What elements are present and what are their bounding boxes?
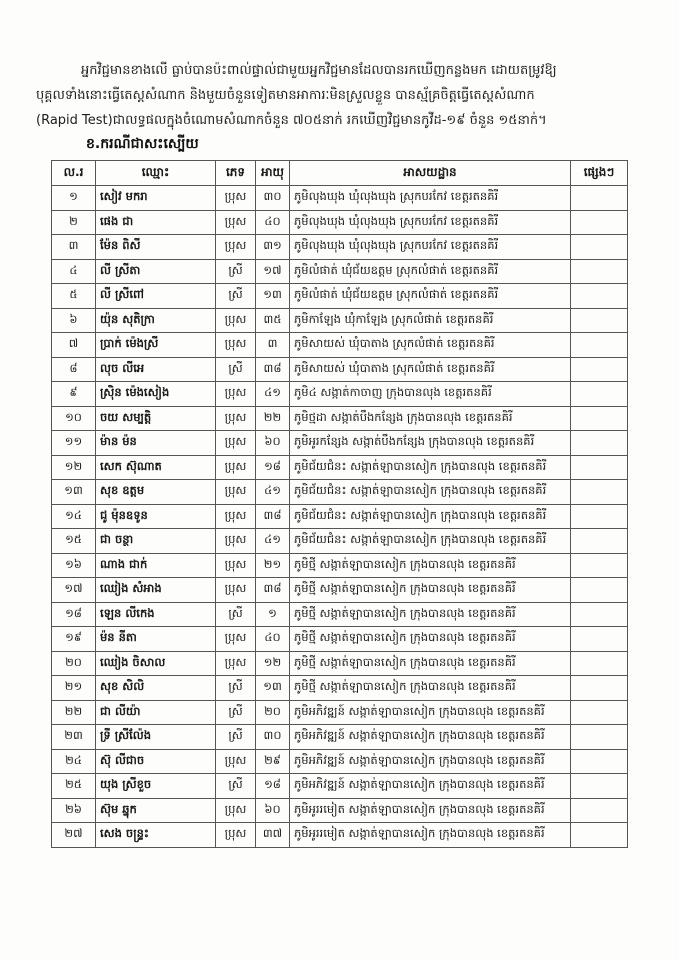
cell-other bbox=[571, 308, 628, 333]
cell-sex: ប្រុស bbox=[216, 529, 256, 554]
cell-name: សុខ សិលិ bbox=[96, 676, 216, 701]
intro-line-2: បុគ្គលទាំងនោះធ្វើតេស្តសំណាក និងមួយចំនួនទៀតមានអាការៈមិនស្រួលខ្លួន បានស្ម័គ្រចិត្តធ្វើតេស្តសំណាក bbox=[36, 88, 535, 103]
table-row bbox=[52, 823, 628, 848]
cell-address: ភូមិថ្មី សង្កាត់ឡាបានសៀក ក្រុងបានលុង ខេត្តរតនគិរី bbox=[290, 627, 571, 652]
cell-address: ភូមិថ្មី សង្កាត់ឡាបានសៀក ក្រុងបានលុង ខេត្តរតនគិរី bbox=[290, 602, 571, 627]
cell-other bbox=[571, 725, 628, 750]
cell-sex: ស្រី bbox=[216, 259, 256, 284]
table-row bbox=[52, 700, 628, 725]
cell-no: ១៦ bbox=[52, 553, 96, 578]
cell-age: ៤០ bbox=[256, 627, 290, 652]
cell-sex: ស្រី bbox=[216, 700, 256, 725]
cell-other bbox=[571, 284, 628, 309]
cell-sex: ស្រី bbox=[216, 676, 256, 701]
cell-address: ភូមិលុងឃុង ឃុំលុងឃុង ស្រុកបរកែវ ខេត្តរតនគិរី bbox=[290, 235, 571, 260]
cell-sex: ប្រុស bbox=[216, 627, 256, 652]
cell-name: ឈៀង សំអាង bbox=[96, 578, 216, 603]
cell-age: ១ bbox=[256, 602, 290, 627]
cell-no: ៨ bbox=[52, 357, 96, 382]
table-row bbox=[52, 259, 628, 284]
intro-line-3: (Rapid Test)ជាលទ្ធផលក្នុងចំណោមសំណាកចំនួន ៧០៥នាក់ រកឃើញវិជ្ជមានកូវីដ-១៩ ចំនួន ១៥នាក់។ bbox=[36, 113, 547, 128]
cell-address: ភូមិអភិវឌ្ឍន៍ សង្កាត់ឡាបានសៀក ក្រុងបានលុង ខេត្តរតនគិរី bbox=[290, 700, 571, 725]
cell-age: ៤១ bbox=[256, 382, 290, 407]
cell-sex: ប្រុស bbox=[216, 406, 256, 431]
header-other: ផ្សេងៗ bbox=[571, 161, 628, 186]
cell-age: ២១ bbox=[256, 553, 290, 578]
cell-sex: ប្រុស bbox=[216, 480, 256, 505]
cell-address: ភូមិថ្មី សង្កាត់ឡាបានសៀក ក្រុងបានលុង ខេត្តរតនគិរី bbox=[290, 651, 571, 676]
cell-other bbox=[571, 749, 628, 774]
cell-name: សុខ ឧត្តម bbox=[96, 480, 216, 505]
cell-no: ៤ bbox=[52, 259, 96, 284]
section-title: ខ.ករណីជាសះស្បើយ bbox=[86, 136, 199, 152]
cell-no: ៩ bbox=[52, 382, 96, 407]
recovered-cases-table bbox=[51, 160, 628, 848]
table-row bbox=[52, 406, 628, 431]
cell-address: ភូមិលំផាត់ ឃុំជ័យឧត្តម ស្រុកលំផាត់ ខេត្តរតនគិរី bbox=[290, 259, 571, 284]
cell-other bbox=[571, 210, 628, 235]
cell-name: ណាង ជាក់ bbox=[96, 553, 216, 578]
table-body bbox=[52, 186, 628, 848]
cell-other bbox=[571, 529, 628, 554]
cell-age: ២៩ bbox=[256, 749, 290, 774]
cell-no: ២៦ bbox=[52, 798, 96, 823]
cell-address: ភូមិអភិវឌ្ឍន៍ សង្កាត់ឡាបានសៀក ក្រុងបានលុង ខេត្តរតនគិរី bbox=[290, 749, 571, 774]
table-row bbox=[52, 235, 628, 260]
cell-other bbox=[571, 627, 628, 652]
cell-name: យ៉ុន សុតិក្រា bbox=[96, 308, 216, 333]
cell-address: ភូមិលុងឃុង ឃុំលុងឃុង ស្រុកបរកែវ ខេត្តរតនគិរី bbox=[290, 186, 571, 211]
cell-age: ៣៧ bbox=[256, 823, 290, 848]
cell-no: ១៤ bbox=[52, 504, 96, 529]
cell-no: ២២ bbox=[52, 700, 96, 725]
table-row bbox=[52, 284, 628, 309]
cell-age: ៦០ bbox=[256, 798, 290, 823]
cell-no: ២៣ bbox=[52, 725, 96, 750]
cell-other bbox=[571, 578, 628, 603]
cell-name: យុង ស្រីខួច bbox=[96, 774, 216, 799]
header-name: ឈ្មោះ bbox=[96, 161, 216, 186]
cell-other bbox=[571, 798, 628, 823]
cell-sex: ស្រី bbox=[216, 725, 256, 750]
cell-no: ២៧ bbox=[52, 823, 96, 848]
cell-name: ម៉ាន ម៉ន bbox=[96, 431, 216, 456]
table-row bbox=[52, 308, 628, 333]
cell-name: សេង ចន្ទ្រះ bbox=[96, 823, 216, 848]
cell-other bbox=[571, 700, 628, 725]
cell-no: ២៤ bbox=[52, 749, 96, 774]
cell-address: ភូមិជ័យជំនះ សង្កាត់ឡាបានសៀក ក្រុងបានលុង ខេត្តរតនគិរី bbox=[290, 455, 571, 480]
cell-name: សេក ស៊ុណាត bbox=[96, 455, 216, 480]
table-row bbox=[52, 725, 628, 750]
cell-sex: ស្រី bbox=[216, 602, 256, 627]
cell-name: ទ្រី ស្រីល៉ែង bbox=[96, 725, 216, 750]
cell-address: ភូមិអភិវឌ្ឍន៍ សង្កាត់ឡាបានសៀក ក្រុងបានលុង ខេត្តរតនគិរី bbox=[290, 725, 571, 750]
table-row bbox=[52, 749, 628, 774]
cell-sex: ប្រុស bbox=[216, 504, 256, 529]
cell-address: ភូមិថ្មី សង្កាត់ឡាបានសៀក ក្រុងបានលុង ខេត្តរតនគិរី bbox=[290, 676, 571, 701]
cell-sex: ប្រុស bbox=[216, 823, 256, 848]
cell-name: ស្រ៊ិន ម៉េងសៀង bbox=[96, 382, 216, 407]
table-row bbox=[52, 676, 628, 701]
table-row bbox=[52, 357, 628, 382]
cell-age: ៤០ bbox=[256, 210, 290, 235]
table-row bbox=[52, 455, 628, 480]
header-no: ល.រ bbox=[52, 161, 96, 186]
table-row bbox=[52, 553, 628, 578]
cell-name: ឈៀង ចិសាល bbox=[96, 651, 216, 676]
cell-name: ស៊ុ លីជាច bbox=[96, 749, 216, 774]
cell-other bbox=[571, 431, 628, 456]
cell-address: ភូមិសាយស់ ឃុំបាតាង ស្រុកលំផាត់ ខេត្តរតនគិរី bbox=[290, 357, 571, 382]
cell-sex: ប្រុស bbox=[216, 455, 256, 480]
cell-name: ស៊ុម ឆ្នុក bbox=[96, 798, 216, 823]
cell-no: ៥ bbox=[52, 284, 96, 309]
cell-name: សៀវ មករា bbox=[96, 186, 216, 211]
table-row bbox=[52, 382, 628, 407]
cell-no: ៦ bbox=[52, 308, 96, 333]
cell-name: ជា ចន្ថា bbox=[96, 529, 216, 554]
cell-other bbox=[571, 774, 628, 799]
cell-other bbox=[571, 504, 628, 529]
table-row bbox=[52, 333, 628, 358]
cell-age: ៣៨ bbox=[256, 504, 290, 529]
cell-address: ភូមិលុងឃុង ឃុំលុងឃុង ស្រុកបរកែវ ខេត្តរតនគិរី bbox=[290, 210, 571, 235]
table-row bbox=[52, 627, 628, 652]
cell-address: ភូមិថ្មី សង្កាត់ឡាបានសៀក ក្រុងបានលុង ខេត្តរតនគិរី bbox=[290, 578, 571, 603]
cell-other bbox=[571, 406, 628, 431]
table-row bbox=[52, 651, 628, 676]
cell-other bbox=[571, 357, 628, 382]
cell-name: ជូ ម៉ុនឧទូន bbox=[96, 504, 216, 529]
cell-age: ៣ bbox=[256, 333, 290, 358]
cell-name: ម៉ែន ពិសី bbox=[96, 235, 216, 260]
cell-no: ៧ bbox=[52, 333, 96, 358]
cell-age: ៣០ bbox=[256, 186, 290, 211]
cell-name: ចយ សម្បត្តិ bbox=[96, 406, 216, 431]
cell-name: ឡេន លីកេង bbox=[96, 602, 216, 627]
cell-no: ១៨ bbox=[52, 602, 96, 627]
cell-sex: ស្រី bbox=[216, 774, 256, 799]
cell-address: ភូមិថ្មី សង្កាត់ឡាបានសៀក ក្រុងបានលុង ខេត្តរតនគិរី bbox=[290, 553, 571, 578]
cell-name: លី ស្រីពៅ bbox=[96, 284, 216, 309]
cell-name: ផេង ជា bbox=[96, 210, 216, 235]
cell-no: ១៩ bbox=[52, 627, 96, 652]
table-row bbox=[52, 504, 628, 529]
cell-age: ៣០ bbox=[256, 725, 290, 750]
cell-no: ១ bbox=[52, 186, 96, 211]
cell-sex: ប្រុស bbox=[216, 186, 256, 211]
cell-no: ២៥ bbox=[52, 774, 96, 799]
cell-age: ២២ bbox=[256, 406, 290, 431]
header-age: អាយុ bbox=[256, 161, 290, 186]
table-row bbox=[52, 578, 628, 603]
cell-sex: ប្រុស bbox=[216, 553, 256, 578]
cell-no: ១៧ bbox=[52, 578, 96, 603]
cell-no: ២១ bbox=[52, 676, 96, 701]
cell-other bbox=[571, 676, 628, 701]
cell-no: ១២ bbox=[52, 455, 96, 480]
cell-age: ៣៨ bbox=[256, 578, 290, 603]
cell-address: ភូមិអូររមៀត សង្កាត់ឡាបានសៀក ក្រុងបានលុង ខេត្តរតនគិរី bbox=[290, 823, 571, 848]
cell-address: ភូមិថ្មដា សង្កាត់បឹងកន្សែង ក្រុងបានលុង ខេត្តរតនគិរី bbox=[290, 406, 571, 431]
cell-sex: ប្រុស bbox=[216, 578, 256, 603]
cell-other bbox=[571, 480, 628, 505]
cell-no: ១៣ bbox=[52, 480, 96, 505]
cell-other bbox=[571, 333, 628, 358]
cell-other bbox=[571, 235, 628, 260]
cell-name: លី ស្រីតា bbox=[96, 259, 216, 284]
cell-age: ១៣ bbox=[256, 676, 290, 701]
cell-name: ប្រាក់ ម៉េងស្រី bbox=[96, 333, 216, 358]
cell-no: ១៥ bbox=[52, 529, 96, 554]
cell-other bbox=[571, 186, 628, 211]
cell-address: ភូមិជ័យជំនះ សង្កាត់ឡាបានសៀក ក្រុងបានលុង ខេត្តរតនគិរី bbox=[290, 480, 571, 505]
cell-no: ១០ bbox=[52, 406, 96, 431]
cell-other bbox=[571, 382, 628, 407]
cell-name: ម៉ន នីតា bbox=[96, 627, 216, 652]
cell-age: ៦០ bbox=[256, 431, 290, 456]
cell-other bbox=[571, 455, 628, 480]
cell-age: ១៣ bbox=[256, 284, 290, 309]
cell-sex: ប្រុស bbox=[216, 382, 256, 407]
cell-address: ភូមិអូរកន្សែង សង្កាត់បឹងកន្សែង ក្រុងបានលុង ខេត្តរតនគិរី bbox=[290, 431, 571, 456]
cell-age: ១៨ bbox=[256, 774, 290, 799]
table-row bbox=[52, 431, 628, 456]
cell-other bbox=[571, 823, 628, 848]
cell-name: លុច លីអេ bbox=[96, 357, 216, 382]
cell-sex: ប្រុស bbox=[216, 210, 256, 235]
cell-address: ភូមិជ័យជំនះ សង្កាត់ឡាបានសៀក ក្រុងបានលុង ខេត្តរតនគិរី bbox=[290, 504, 571, 529]
cell-sex: ប្រុស bbox=[216, 798, 256, 823]
table-row bbox=[52, 798, 628, 823]
cell-age: ១២ bbox=[256, 651, 290, 676]
cell-address: ភូមិអូររមៀត សង្កាត់ឡាបានសៀក ក្រុងបានលុង ខេត្តរតនគិរី bbox=[290, 798, 571, 823]
cell-no: ២ bbox=[52, 210, 96, 235]
cell-other bbox=[571, 651, 628, 676]
cell-address: ភូមិអភិវឌ្ឍន៍ សង្កាត់ឡាបានសៀក ក្រុងបានលុង ខេត្តរតនគិរី bbox=[290, 774, 571, 799]
cell-sex: ស្រី bbox=[216, 357, 256, 382]
table-row bbox=[52, 774, 628, 799]
table-row bbox=[52, 186, 628, 211]
intro-paragraph bbox=[36, 58, 636, 133]
cell-other bbox=[571, 602, 628, 627]
table-header-row bbox=[52, 161, 628, 186]
cell-sex: ប្រុស bbox=[216, 308, 256, 333]
cell-address: ភូមិលំផាត់ ឃុំជ័យឧត្តម ស្រុកលំផាត់ ខេត្តរតនគិរី bbox=[290, 284, 571, 309]
table-row bbox=[52, 602, 628, 627]
intro-line-1: អ្នកវិជ្ជមានខាងលើ ធ្លាប់បានប៉ះពាល់ផ្ទាល់ជាមួយអ្នកវិជ្ជមានដែលបានរកឃើញកន្លងមក ដោយតម្រូវឱ្យ bbox=[81, 63, 557, 78]
cell-address: ភូមិ៤ សង្កាត់កាចាញ ក្រុងបានលុង ខេត្តរតនគិរី bbox=[290, 382, 571, 407]
cell-sex: ប្រុស bbox=[216, 431, 256, 456]
cell-age: ២០ bbox=[256, 700, 290, 725]
cell-sex: ប្រុស bbox=[216, 651, 256, 676]
cell-age: ៣៥ bbox=[256, 308, 290, 333]
table-row bbox=[52, 529, 628, 554]
cell-address: ភូមិកាឡែង ឃុំកាឡែង ស្រុកលំផាត់ ខេត្តរតនគិរី bbox=[290, 308, 571, 333]
cell-age: ៣៨ bbox=[256, 357, 290, 382]
cell-no: ១១ bbox=[52, 431, 96, 456]
cell-age: ១៨ bbox=[256, 455, 290, 480]
cell-sex: ប្រុស bbox=[216, 235, 256, 260]
cell-no: ៣ bbox=[52, 235, 96, 260]
cell-other bbox=[571, 259, 628, 284]
header-address: អាសយដ្ឋាន bbox=[290, 161, 571, 186]
cell-age: ៣១ bbox=[256, 235, 290, 260]
table-row bbox=[52, 210, 628, 235]
cell-age: ៤១ bbox=[256, 529, 290, 554]
cell-other bbox=[571, 553, 628, 578]
cell-sex: ស្រី bbox=[216, 284, 256, 309]
cell-age: ១៧ bbox=[256, 259, 290, 284]
cell-address: ភូមិសាយស់ ឃុំបាតាង ស្រុកលំផាត់ ខេត្តរតនគិរី bbox=[290, 333, 571, 358]
cell-sex: ប្រុស bbox=[216, 749, 256, 774]
cell-address: ភូមិជ័យជំនះ សង្កាត់ឡាបានសៀក ក្រុងបានលុង ខេត្តរតនគិរី bbox=[290, 529, 571, 554]
cell-name: ជា លីយ៉ា bbox=[96, 700, 216, 725]
cell-age: ៤១ bbox=[256, 480, 290, 505]
cell-sex: ប្រុស bbox=[216, 333, 256, 358]
header-sex: ភេទ bbox=[216, 161, 256, 186]
table-row bbox=[52, 480, 628, 505]
cell-no: ២០ bbox=[52, 651, 96, 676]
